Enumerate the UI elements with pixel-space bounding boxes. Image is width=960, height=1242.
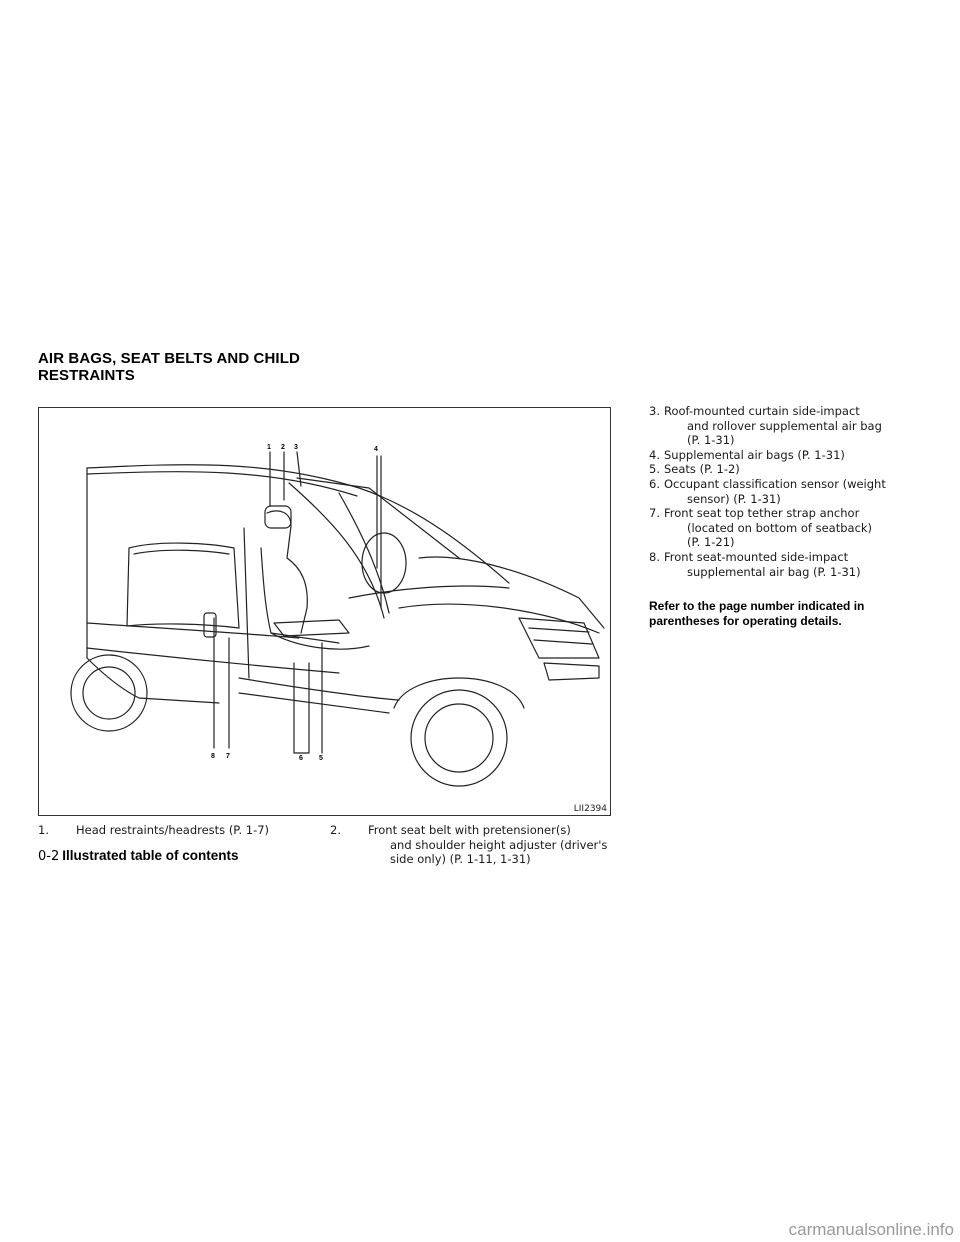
page-footer <box>38 848 239 864</box>
footer-title: Illustrated table of contents <box>62 848 239 863</box>
callout-1: 1 <box>267 444 271 451</box>
list-item-4 <box>649 448 909 463</box>
list-item-8 <box>649 550 909 579</box>
list-item-1 <box>38 823 328 838</box>
vehicle-illustration <box>38 407 611 816</box>
callout-2: 2 <box>281 444 285 451</box>
operating-details-note: Refer to the page number indicated in parentheses for operating details. <box>649 599 865 628</box>
list-item-5 <box>649 462 909 477</box>
list-item-6 <box>649 477 909 506</box>
item-number: 7. <box>649 506 660 520</box>
item-text: supplemental air bag (P. 1-31) <box>687 564 861 579</box>
item-text: and shoulder height adjuster (driver's <box>390 837 608 852</box>
item-text: Front seat top tether strap anchor <box>664 506 860 520</box>
item-number: 1. <box>38 823 49 837</box>
item-text: Roof-mounted curtain side-impact <box>664 404 860 418</box>
callout-4: 4 <box>374 446 378 453</box>
item-number: 8. <box>649 550 660 564</box>
section-title-line-2: RESTRAINTS <box>38 367 135 384</box>
item-text: (P. 1-21) <box>687 535 735 550</box>
item-text: and rollover supplemental air bag <box>687 418 882 433</box>
callout-7: 7 <box>226 753 230 760</box>
item-text: Seats (P. 1-2) <box>664 462 740 476</box>
item-text: (located on bottom of seatback) <box>687 520 873 535</box>
watermark: carmanualsonline.info <box>788 1220 954 1239</box>
item-number: 5. <box>649 462 660 476</box>
item-text: Front seat belt with pretensioner(s) <box>368 823 571 837</box>
item-text: Head restraints/headrests (P. 1-7) <box>76 823 270 837</box>
item-number: 4. <box>649 448 660 462</box>
item-text: Supplemental air bags (P. 1-31) <box>664 448 845 462</box>
page-number: 0-2 <box>38 849 60 864</box>
item-text: Front seat-mounted side-impact <box>664 550 849 564</box>
item-number: 2. <box>330 823 341 837</box>
item-text: Occupant classification sensor (weight <box>664 477 886 491</box>
section-title-line-1: AIR BAGS, SEAT BELTS AND CHILD <box>38 350 300 367</box>
item-text: sensor) (P. 1-31) <box>687 491 781 506</box>
item-text: side only) (P. 1-11, 1-31) <box>390 852 531 867</box>
callout-3: 3 <box>294 444 298 451</box>
list-item-2 <box>330 823 620 867</box>
item-text: (P. 1-31) <box>687 433 735 448</box>
callout-6: 6 <box>299 755 303 762</box>
item-number: 6. <box>649 477 660 491</box>
callout-8: 8 <box>211 753 215 760</box>
van-cutaway-drawing <box>39 408 611 816</box>
list-item-7 <box>649 506 909 550</box>
callout-5: 5 <box>319 755 323 762</box>
item-number: 3. <box>649 404 660 418</box>
section-title <box>38 350 458 384</box>
figure-code: LII2394 <box>573 804 607 814</box>
list-item-3 <box>649 404 909 448</box>
